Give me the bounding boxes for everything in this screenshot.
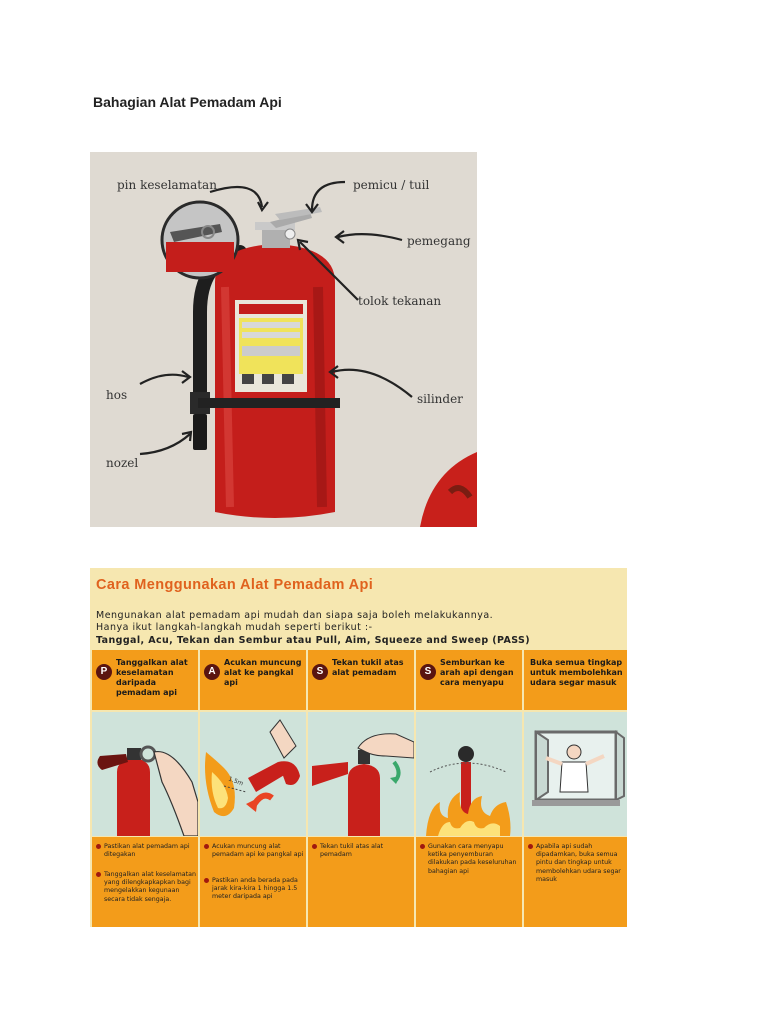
- step-body: [416, 837, 522, 927]
- label-handle: pemegang: [407, 234, 471, 248]
- sweep-illustration: [416, 712, 522, 836]
- step-ventilate: [524, 650, 627, 927]
- step-bullet: Tekan tukil atas alat pemadam: [312, 843, 412, 859]
- window-illustration: [524, 712, 627, 836]
- label-nozzle: nozel: [106, 456, 139, 470]
- label-trigger: pemicu / tuil: [353, 178, 430, 192]
- step-badge: S: [312, 664, 328, 680]
- step-bullet: Gunakan cara menyapu ketika penyemburan dilakukan pada keseluruhan bahagian api: [420, 843, 520, 876]
- step-illustration: [308, 712, 414, 836]
- step-header: [416, 650, 522, 710]
- step-badge: S: [420, 664, 436, 680]
- step-illustration: [524, 712, 627, 836]
- step-aim: [200, 650, 306, 927]
- step-heading: Semburkan ke arah api dengan cara menyapu: [440, 658, 514, 687]
- step-bullet: Tanggalkan alat keselamatan yang dilengkapkapkan bagi mengelakkan kegunaan secara tidak sengaja.: [96, 871, 196, 904]
- step-body: [92, 837, 198, 927]
- step-squeeze: [308, 650, 414, 927]
- step-heading: Acukan muncung alat ke pangkal api: [224, 658, 302, 687]
- label-hose: hos: [106, 388, 128, 402]
- step-badge: P: [96, 664, 112, 680]
- pass-line: Tanggal, Acu, Tekan dan Sembur atau Pull, Aim, Squeeze and Sweep (PASS): [96, 635, 531, 646]
- step-body: [200, 837, 306, 927]
- extinguisher-diagram: [90, 152, 477, 527]
- step-sweep: [416, 650, 522, 927]
- distance-label: 1.5m: [227, 775, 245, 788]
- document-title: Bahagian Alat Pemadam Api: [93, 94, 282, 110]
- step-illustration: [200, 712, 306, 836]
- step-header: [308, 650, 414, 710]
- aim-illustration: [200, 712, 306, 836]
- step-bullet: Apabila api sudah dipadamkan, buka semua pintu dan tingkap untuk membolehkan udara segar masuk: [528, 843, 627, 884]
- step-header: [92, 650, 198, 710]
- step-bullet: Pastikan anda berada pada jarak kira-kira 1 hingga 1.5 meter daripada api: [204, 877, 304, 902]
- label-cylinder: silinder: [417, 392, 463, 406]
- step-bullet: Pastikan alat pemadam api ditegakan: [96, 843, 196, 859]
- step-illustration: [92, 712, 198, 836]
- intro-line-1: Mengunakan alat pemadam api mudah dan siapa saja boleh melakukannya.: [96, 610, 494, 621]
- step-header: [524, 650, 627, 710]
- pull-pin-illustration: [92, 712, 198, 836]
- extinguisher-illustration: [90, 152, 477, 527]
- step-heading: Buka semua tingkap untuk membolehkan udara segar masuk: [530, 658, 623, 687]
- step-illustration: [416, 712, 522, 836]
- intro-line-2: Hanya ikut langkah-langkah mudah seperti berikut :-: [96, 622, 373, 633]
- step-heading: Tekan tukil atas alat pemadam: [332, 658, 404, 677]
- step-bullet: Acukan muncung alat pemadam api ke pangkal api: [204, 843, 304, 859]
- step-pull: [92, 650, 198, 927]
- step-heading: Tanggalkan alat keselamatan daripada pemadam api: [116, 658, 188, 697]
- step-badge: A: [204, 664, 220, 680]
- pass-infographic: [90, 568, 627, 927]
- infographic-title: Cara Menggunakan Alat Pemadam Api: [96, 577, 374, 593]
- label-pin: pin keselamatan: [117, 178, 217, 192]
- label-gauge: tolok tekanan: [358, 294, 442, 308]
- step-body: [524, 837, 627, 927]
- step-header: [200, 650, 306, 710]
- nozzle-shape: [193, 414, 207, 450]
- step-body: [308, 837, 414, 927]
- squeeze-illustration: [308, 712, 414, 836]
